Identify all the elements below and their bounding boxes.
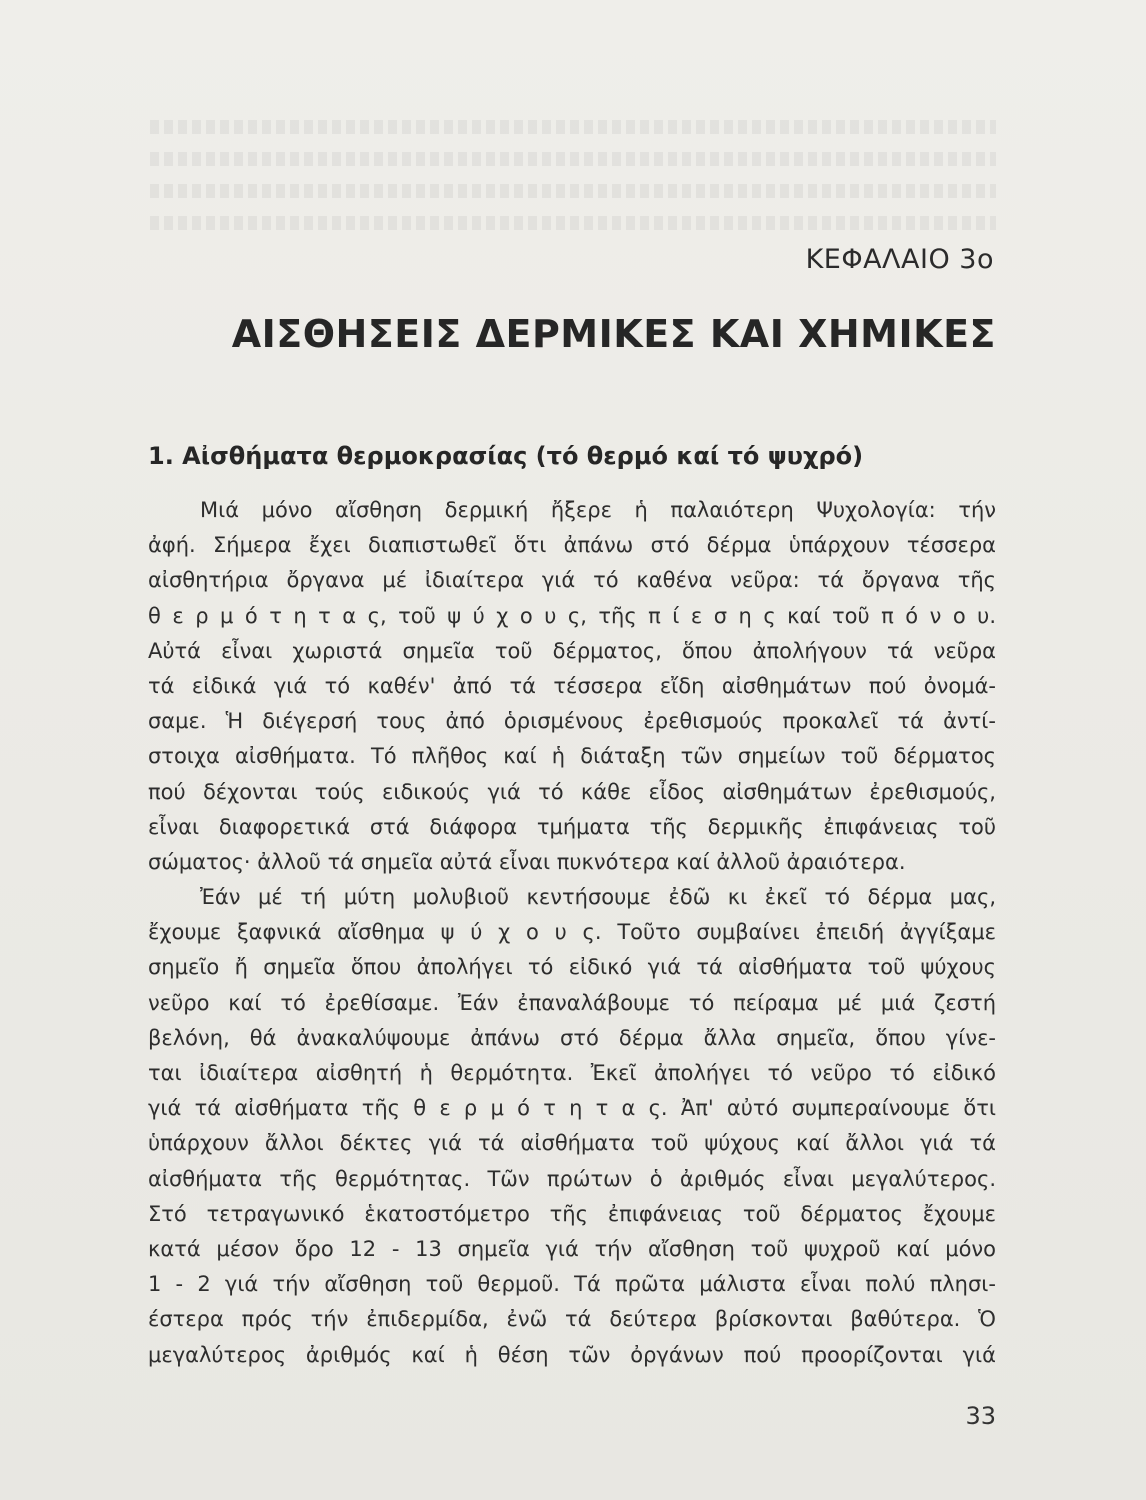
paragraph-line: εἶναι διαφορετικά στά διάφορα τμήματα τῆς δερμικῆς ἐπιφάνειας τοῦ [148, 814, 996, 839]
show-through-text [150, 184, 996, 198]
paragraph-line: σαμε. Ἡ διέγερσή τους ἀπό ὁρισμένους ἐρεθισμούς προκαλεῖ τά ἀντί- [148, 709, 996, 734]
paragraph-line: έστερα πρός τήν ἐπιδερμίδα, ἐνῶ τά δεύτερα βρίσκονται βαθύτερα. Ὁ [148, 1307, 996, 1332]
paragraph-line: νεῦρο καί τό ἐρεθίσαμε. Ἐάν ἐπαναλάβουμε τό πείραμα μέ μιά ζεστή [148, 990, 996, 1015]
paragraph-line: ται ἰδιαίτερα αἰσθητή ἡ θερμότητα. Ἐκεῖ ἀπολήγει τό νεῦρο τό εἰδικό [148, 1061, 996, 1085]
chapter-label: ΚΕΦΑΛΑΙΟ 3ο [805, 244, 994, 275]
paragraph-line: θ ε ρ μ ό τ η τ α ς, τοῦ ψ ύ χ ο υ ς, τῆς π ί ε σ η ς καί τοῦ π ό ν ο υ. [148, 603, 996, 628]
paragraph-line: Στό τετραγωνικό ἑκατοστόμετρο τῆς ἐπιφάνειας τοῦ δέρματος ἔχουμε [148, 1201, 996, 1226]
page-number: 33 [965, 1402, 996, 1430]
paragraph-line: στοιχα αἰσθήματα. Τό πλῆθος καί ἡ διάταξη τῶν σημείων τοῦ δέρματος [148, 744, 996, 769]
paragraph-line: 1 - 2 γιά τήν αἴσθηση τοῦ θερμοῦ. Τά πρῶτα μάλιστα εἶναι πολύ πλησι- [148, 1272, 996, 1297]
paragraph-line: πού δέχονται τούς ειδικούς γιά τό κάθε εἶδος αἰσθημάτων ἐρεθισμούς, [148, 779, 996, 804]
paragraph-line: αἰσθήματα τῆς θερμότητας. Τῶν πρώτων ὁ ἀριθμός εἶναι μεγαλύτερος. [148, 1166, 996, 1191]
paragraph-line: ὑπάρχουν ἄλλοι δέκτες γιά τά αἰσθήματα τοῦ ψύχους καί ἄλλοι γιά τά [148, 1131, 996, 1156]
section-heading: 1. Αἰσθήματα θερμοκρασίας (τό θερμό καί τό ψυχρό) [148, 442, 864, 470]
paragraph-line: Αὐτά εἶναι χωριστά σημεῖα τοῦ δέρματος, ὅπου ἀπολήγουν τά νεῦρα [148, 638, 996, 663]
paragraph-line: βελόνη, θά ἀνακαλύψουμε ἀπάνω στό δέρμα ἄλλα σημεῖα, ὅπου γίνε- [148, 1025, 996, 1050]
paragraph-line: γιά τά αἰσθήματα τῆς θ ε ρ μ ό τ η τ α ς. Ἀπ' αὐτό συμπεραίνουμε ὅτι [148, 1096, 996, 1121]
paragraph-line: τά εἰδικά γιά τό καθέν' ἀπό τά τέσσερα εἴδη αἰσθημάτων πού ὀνομά- [148, 673, 996, 698]
chapter-title: ΑΙΣΘΗΣΕΙΣ ΔΕΡΜΙΚΕΣ ΚΑΙ ΧΗΜΙΚΕΣ [231, 312, 996, 356]
paragraph-line: Μιά μόνο αἴσθηση δερμική ἤξερε ἡ παλαιότερη Ψυχολογία: τήν [200, 498, 996, 522]
paragraph-line: ἔχουμε ξαφνικά αἴσθημα ψ ύ χ ο υ ς. Τοῦτο συμβαίνει ἐπειδή ἀγγίξαμε [148, 920, 996, 945]
paragraph-line: μεγαλύτερος ἀριθμός καί ἡ θέση τῶν ὀργάνων πού προορίζονται γιά [148, 1342, 996, 1367]
show-through-text [150, 216, 996, 230]
paragraph-line: σημεῖο ἤ σημεῖα ὅπου ἀπολήγει τό εἰδικό γιά τά αἰσθήματα τοῦ ψύχους [148, 955, 996, 980]
paragraph-line: αἰσθητήρια ὄργανα μέ ἰδιαίτερα γιά τό καθένα νεῦρα: τά ὄργανα τῆς [148, 568, 996, 593]
paragraph-line: ἀφή. Σήμερα ἔχει διαπιστωθεῖ ὅτι ἀπάνω στό δέρμα ὑπάρχουν τέσσερα [148, 533, 996, 558]
paragraph-line: κατά μέσον ὅρο 12 - 13 σημεῖα γιά τήν αἴσθηση τοῦ ψυχροῦ καί μόνο [148, 1236, 996, 1261]
body-text [148, 493, 996, 1373]
paragraph-line: σώματος· ἀλλοῦ τά σημεῖα αὐτά εἶναι πυκνότερα καί ἀλλοῦ ἀραιότερα. [148, 849, 906, 874]
paragraph-line: Ἐάν μέ τή μύτη μολυβιοῦ κεντήσουμε ἐδῶ κι ἐκεῖ τό δέρμα μας, [200, 885, 996, 910]
show-through-text [150, 152, 996, 166]
show-through-text [150, 120, 996, 134]
